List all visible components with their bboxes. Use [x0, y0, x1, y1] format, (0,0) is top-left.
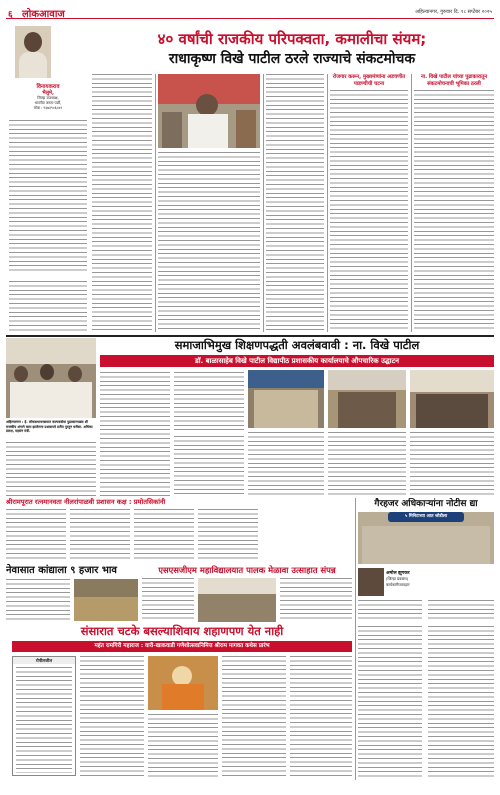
story4-headline: नेवासात कांद्याला ९ हजार भाव [6, 565, 117, 576]
lead-subhead-1 [330, 74, 408, 87]
masthead [6, 6, 494, 19]
byline-name: अमोल झुगकर [386, 571, 410, 576]
story2-body-col-2 [174, 372, 244, 432]
profile-photo [15, 26, 51, 78]
story2-photo-3 [328, 370, 406, 428]
story6-body-col-2 [428, 600, 494, 622]
story2-body-col-5 [328, 432, 406, 496]
profile-block [9, 82, 87, 111]
date-line: अहिल्यानगर, गुरुवार दि. १८ सप्टेंबर २०२५ [415, 9, 492, 15]
page-number: ६ [8, 10, 13, 20]
subhead-text: ना. विखे पाटील यांच्या पुढाकारातून [420, 74, 488, 80]
lead-body-col-2 [92, 74, 152, 332]
story3-body-col-4 [198, 509, 258, 561]
story2-body-col-6 [410, 432, 494, 496]
story2-headline-1: समाजाभिमुख शिक्षणपद्धती अवलंबवावी : ना. विखे पाटील [174, 338, 420, 352]
bottom-body-col-3 [222, 656, 286, 778]
profile-name-2: भैलुमे, [42, 90, 54, 96]
story6-headline: गैरहजर अधिकाऱ्यांना नोटीस द्या [374, 499, 478, 509]
story5-body-col-1 [142, 578, 194, 622]
story2-photo [6, 338, 96, 418]
bottom-headline-1: संसारात चटके बसल्याशिवाय शहाणपण येत नाही [80, 624, 284, 638]
story2-body-col-3 [174, 436, 244, 496]
lead-body-col-6 [414, 90, 494, 332]
right-body-col-1 [358, 626, 422, 778]
lead-body-col-3 [158, 152, 260, 332]
lead-photo [158, 74, 260, 148]
bottom-headline-2-bar [12, 641, 352, 652]
story2-photo-4 [410, 370, 494, 428]
lead-headline-2: राधाकृष्ण विखे पाटील ठरले राज्याचे संकटमोचक [168, 51, 416, 67]
profile-name: विनायकराव [36, 84, 60, 90]
bottom-headline-2: महंत रामगिरी महाराज : वारी-खाकवाडी गणेशोत्सवानिमित्त श्रीराम मागवत कथेस प्रारंभ [94, 643, 270, 649]
profile-line: मोबा : ९३७३९०६८४१ [33, 106, 63, 110]
lead-headline-1: ४० वर्षांची राजकीय परिपक्वता, कमालीचा संयम; [157, 30, 427, 48]
lead-body-col-5 [330, 90, 408, 332]
story2-headline-2: डॉ. बाळासाहेब विखे पाटील विद्यापीठ प्रशासकीय कार्यालयाचे औपचारिक उद्घाटन [194, 357, 400, 365]
story2-photo-2 [248, 370, 324, 428]
story3-body-col-2 [70, 509, 130, 561]
subhead-text: संकटमोचनाची भूमिका ठरली [427, 80, 481, 87]
lead-body-col-4 [266, 74, 324, 332]
story6-byline-photo [358, 568, 384, 596]
bottom-body-col-2 [148, 714, 218, 778]
brand-logo: लोकआवाज [22, 9, 65, 20]
story6-photo [358, 512, 494, 564]
bottom-box [12, 656, 76, 776]
bottom-box-label: रोपीलजील [13, 657, 75, 664]
story3-body-col-3 [134, 509, 194, 561]
bottom-photo [148, 656, 218, 710]
story6-byline [386, 570, 494, 588]
story5-photo [198, 578, 276, 622]
profile-line: भारतीय जनता पार्टी, [34, 101, 62, 105]
bottom-body-col-1 [80, 656, 144, 778]
story2-body-col-4 [248, 432, 324, 496]
story5-body-col-2 [280, 578, 352, 622]
story3-headline: श्रीरामपूरात रत्नमानवता नीलरांपाळवी प्रशासन कक्ष : प्रमोतसिकांनी [6, 498, 166, 506]
story3-body-col-1 [6, 509, 66, 561]
lead-body-col-1 [9, 120, 87, 272]
story2-body-col-0 [6, 442, 96, 496]
byline-role: (जिल्हा प्रवक्ता) [386, 576, 409, 581]
byline-role: कार्यकारीपत्रपहार [386, 582, 410, 587]
story6-body-col-1 [358, 600, 422, 622]
story2-caption: अहिल्यानगर : हे. लोकसभाधरक्रमात कल्पकसेवा पुढाकारमळ्या शी राजकीय अंगाने काम झालेलगा प्रश्नासपत्रे प्रतीय पुरतुन घरोंका. अधिका प्रलक्ष, महसंन मंत्री. [6, 420, 93, 434]
right-body-col-2 [428, 626, 494, 778]
subhead-text: रोजगार करून, मुख्यमंत्र्यांना अडचणीत पाडण्यीची घटना [332, 74, 406, 87]
story2-headline-2-bar [100, 355, 494, 367]
story4-body-col-1 [6, 579, 70, 621]
newspaper-page [6, 6, 494, 789]
bottom-body-col-4 [290, 656, 352, 778]
story6-banner: ५ मिनिटाच्या आत जोडीला [405, 514, 447, 519]
story5-headline: एसएसजीएम महाविद्यालयात पालक मेळावा उत्साहात संपन्न [158, 565, 336, 575]
story2-body-col-1 [100, 372, 170, 496]
lead-subhead-2 [414, 74, 494, 87]
profile-line: जिल्हा उपाध्यक्ष, [37, 96, 59, 100]
story4-photo [74, 579, 138, 621]
lead-body-col-1b [9, 281, 87, 331]
